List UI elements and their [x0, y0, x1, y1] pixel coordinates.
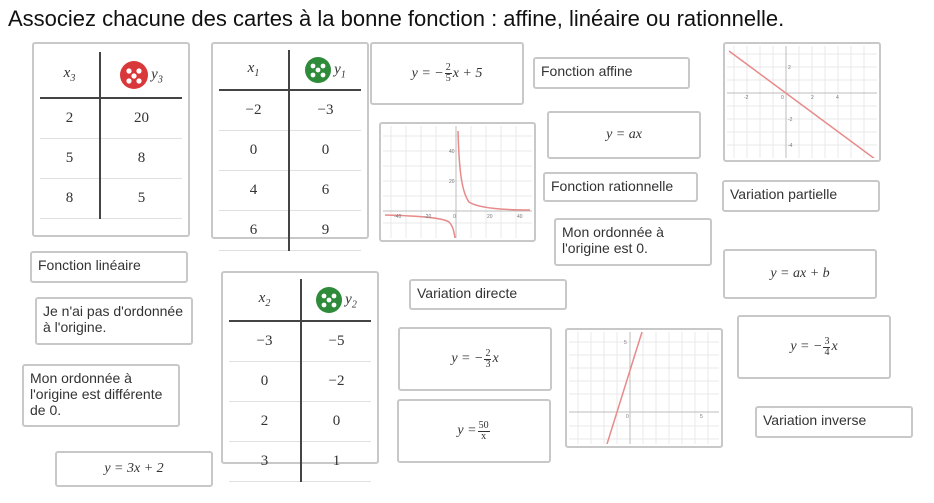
formula-text: y = ax — [606, 127, 642, 142]
table-header-x: $x_1$ — [219, 50, 289, 90]
card-ordonnee-differente[interactable]: Mon ordonnée à l'origine est différente de 0. — [22, 364, 180, 427]
formula-text: y = ax + b — [770, 266, 830, 281]
green-dice-badge-icon — [305, 57, 331, 83]
value-table-x2 — [229, 279, 371, 482]
svg-text:5: 5 — [700, 414, 703, 420]
table-header-y: $y_2$ — [301, 279, 371, 321]
table-card-x2-y2[interactable] — [221, 271, 379, 469]
value-table-x3 — [40, 52, 182, 219]
formula-text: y = $\frac{50}{x}$ — [457, 419, 489, 442]
svg-text:-20: -20 — [424, 214, 432, 220]
table-card-x3-y3[interactable] — [32, 42, 190, 237]
table-row: −2 −3 — [219, 90, 361, 130]
svg-text:4: 4 — [836, 95, 839, 101]
svg-text:2: 2 — [811, 95, 814, 101]
table-card-x1-y1[interactable] — [211, 42, 369, 239]
table-header-x: $x_2$ — [229, 279, 301, 321]
table-row: 4 6 — [219, 170, 361, 210]
formula-card-y-ax-b[interactable] — [723, 249, 877, 299]
value-table-x1 — [219, 50, 361, 251]
card-variation-inverse[interactable]: Variation inverse — [755, 406, 913, 438]
card-variation-partielle[interactable]: Variation partielle — [722, 180, 880, 212]
table-row: 0 −2 — [229, 361, 371, 401]
svg-text:20: 20 — [487, 214, 493, 220]
formula-card-3x-plus-2[interactable] — [55, 451, 213, 487]
table-row: 8 5 — [40, 178, 182, 218]
table-row: −3 −5 — [229, 321, 371, 361]
table-header-x: $x_3$ — [40, 52, 100, 98]
page-title: Associez chacune des cartes à la bonne fonction : affine, linéaire ou rationnelle. — [8, 6, 785, 31]
svg-text:-4: -4 — [788, 143, 793, 149]
svg-text:20: 20 — [449, 179, 455, 185]
green-dice-badge-icon — [316, 287, 342, 313]
svg-text:0: 0 — [781, 95, 784, 101]
table-row: 6 9 — [219, 210, 361, 250]
table-row: 3 1 — [229, 441, 371, 481]
card-pas-ordonnee[interactable]: Je n'ai pas d'ordonnée à l'origine. — [35, 297, 193, 345]
graph-card-steep-line[interactable] — [565, 328, 723, 448]
svg-text:-40: -40 — [394, 214, 402, 220]
table-header-y: $y_3$ — [100, 52, 182, 98]
graph-card-hyperbola[interactable] — [379, 122, 536, 242]
formula-text: y = − $\frac{2}{5}$ x + 5 — [411, 62, 483, 84]
steep-line-graph — [569, 332, 719, 444]
graph-card-decreasing-line[interactable] — [723, 42, 881, 162]
hyperbola-graph — [383, 126, 532, 238]
formula-card-affine-minus-2-5[interactable] — [370, 42, 524, 105]
table-header-y: $y_1$ — [289, 50, 361, 90]
card-fonction-lineaire[interactable]: Fonction linéaire — [30, 251, 188, 283]
svg-text:2: 2 — [788, 65, 791, 71]
formula-text: y = 3x + 2 — [104, 461, 164, 476]
card-ordonnee-zero[interactable]: Mon ordonnée à l'origine est 0. — [554, 218, 712, 266]
formula-card-minus-2-3-x[interactable] — [398, 327, 552, 391]
formula-text: y = − $\frac{2}{3}$ x — [451, 347, 499, 370]
svg-text:40: 40 — [449, 149, 455, 155]
table-row: 5 8 — [40, 138, 182, 178]
svg-text:5: 5 — [624, 340, 627, 346]
formula-card-minus-3-4-x[interactable] — [737, 315, 891, 379]
svg-text:40: 40 — [517, 214, 523, 220]
table-row: 2 0 — [229, 401, 371, 441]
table-row: 0 0 — [219, 130, 361, 170]
formula-text: y = − $\frac{3}{4}$ x — [790, 335, 838, 358]
table-row: 2 20 — [40, 98, 182, 138]
formula-card-y-ax[interactable] — [547, 111, 701, 159]
card-variation-directe[interactable]: Variation directe — [409, 279, 567, 310]
card-fonction-rationnelle[interactable]: Fonction rationnelle — [543, 172, 698, 202]
svg-text:0: 0 — [626, 414, 629, 420]
svg-text:-2: -2 — [788, 117, 793, 123]
svg-text:0: 0 — [453, 214, 456, 220]
svg-text:-2: -2 — [744, 95, 749, 101]
formula-card-50-over-x[interactable] — [397, 399, 551, 463]
card-fonction-affine[interactable]: Fonction affine — [533, 57, 690, 89]
decreasing-line-graph — [727, 46, 877, 158]
red-dice-badge-icon — [120, 61, 148, 89]
